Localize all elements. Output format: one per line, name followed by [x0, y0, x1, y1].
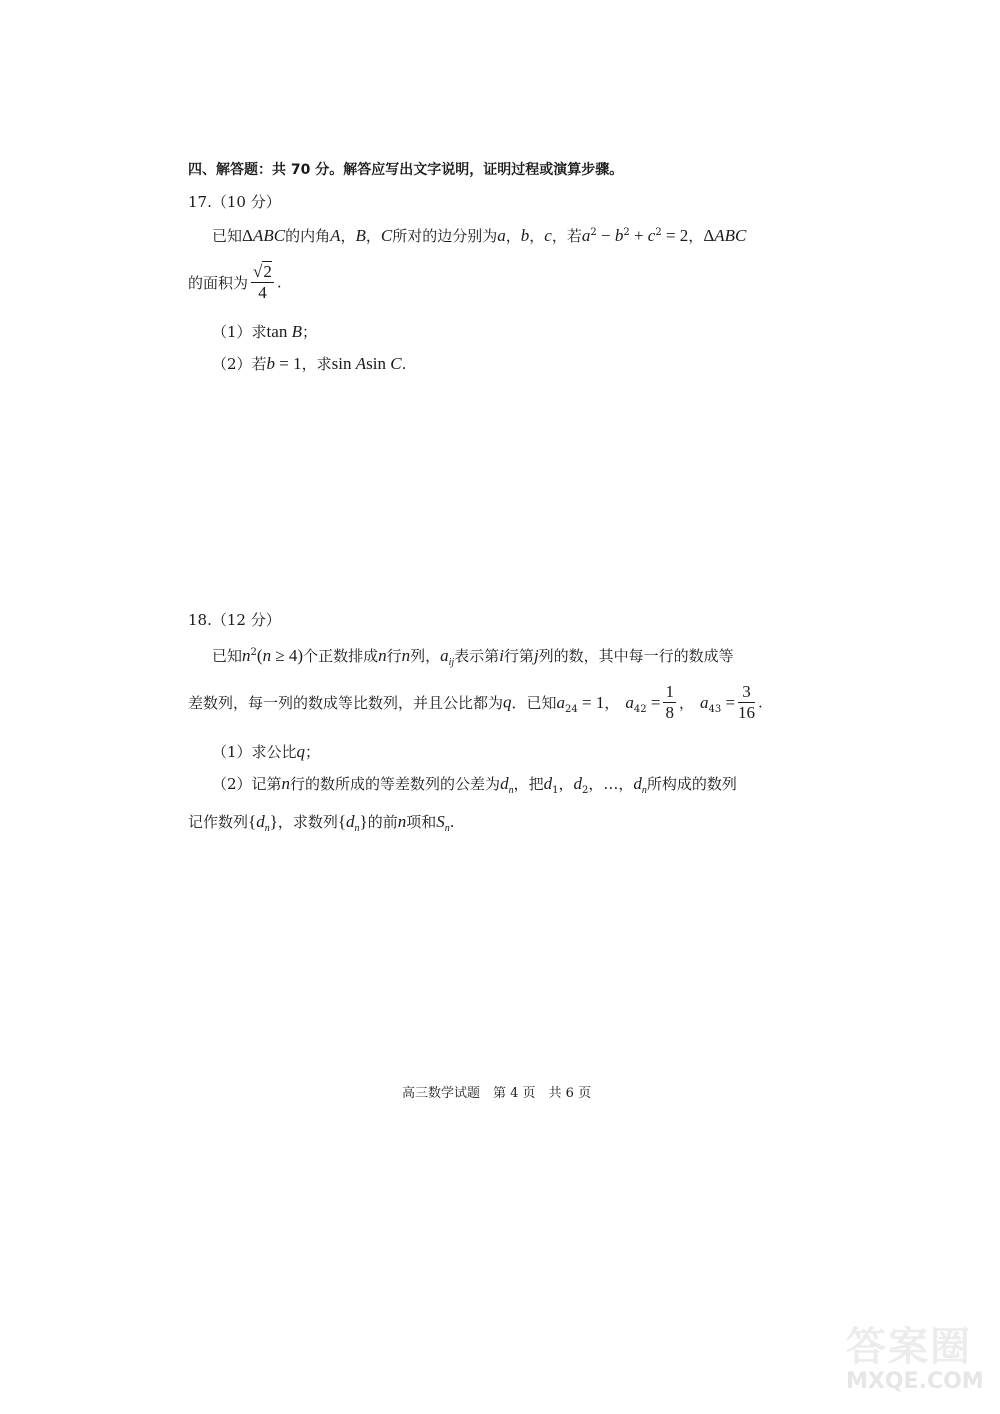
- q18-part2-line2: 记作数列$\{d_n\}$，求数列$\{d_n\}$的前n项和$S_n$.: [188, 812, 455, 834]
- fraction-3-over-16: $\frac{3}{16}$: [738, 682, 756, 722]
- q18-number: 18.（12 分）: [188, 611, 281, 629]
- q17-part1: （1）求tan B；: [212, 322, 317, 341]
- q17-statement-line1: 已知ΔABC的内角A，B，C所对的边分别为a，b，c，若$a^2 - b^2 + c^2 = 2$，ΔABC: [212, 226, 747, 245]
- watermark: [846, 1324, 984, 1400]
- q17-statement-line2: 的面积为 $\frac{√2}{4}$ .: [188, 262, 282, 302]
- q18-statement-line1: 已知$n^2(n \ge 4)$个正数排成n行n列，$a_{ij}$表示第i行第j列的数，其中每一行的数成等: [212, 646, 734, 668]
- q18-part2-line1: （2）记第n行的数所成的等差数列的公差为$d_n$，把$d_1$，$d_2$，…，$d_n$所构成的数列: [212, 774, 737, 796]
- q18-statement-line2: 差数列，每一列的数成等比数列，并且公比都为q．已知$a_{24} = 1$， $a_{42}$ = $\frac{1}{8}$ ， $a_{43}$ = $\frac{3}{16}$ .: [188, 682, 763, 722]
- section-heading: 四、解答题：共 70 分。解答应写出文字说明，证明过程或演算步骤。: [188, 162, 624, 178]
- q17-number: 17.（10 分）: [188, 193, 281, 211]
- q18-part1: （1）求公比q；: [212, 742, 321, 761]
- fraction-1-over-8: $\frac{1}{8}$: [665, 682, 674, 722]
- watermark-logo: 答案圈: [846, 1324, 972, 1370]
- page-footer: 高三数学试题 第 4 页 共 6 页: [402, 1086, 592, 1101]
- fraction-sqrt2-over-4: $\frac{√2}{4}$: [253, 262, 272, 302]
- q17-part2: （2）若b = 1，求sin Asin C.: [212, 354, 407, 373]
- watermark-url: MXQE.COM: [846, 1369, 984, 1394]
